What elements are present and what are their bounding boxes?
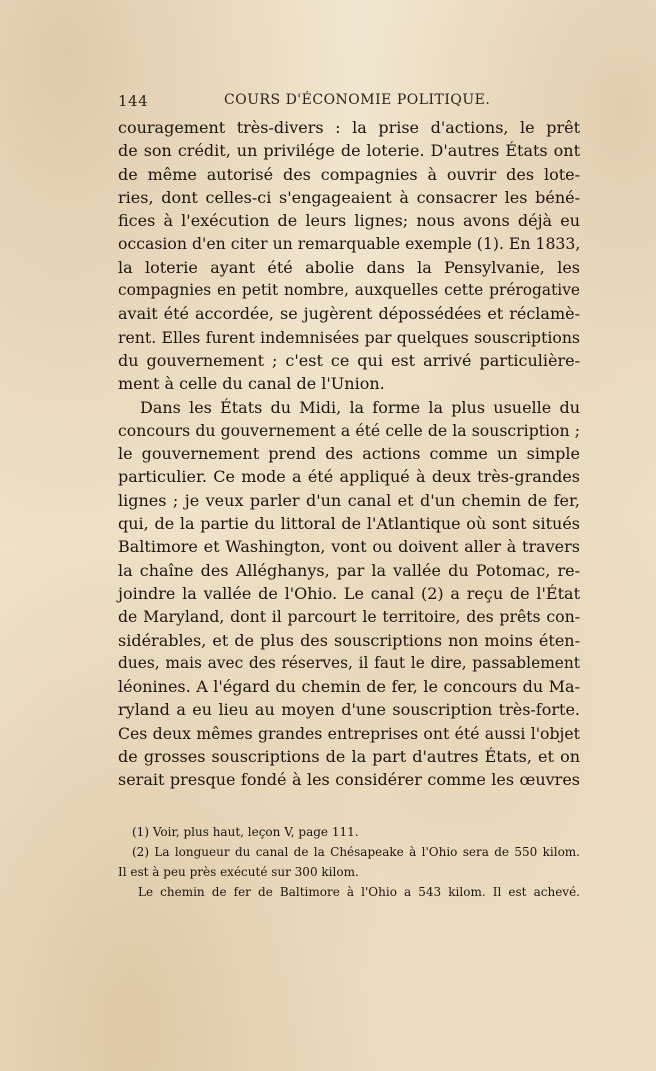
- footnote-continuation: Il est à peu près exécuté sur 300 kilom.: [118, 865, 359, 879]
- text-line: du gouvernement ; c'est ce qui est arrivé particulière-: [118, 350, 580, 370]
- text-line: la loterie ayant été abolie dans la Pensylvanie, les: [118, 257, 580, 277]
- text-line: lignes ; je veux parler d'un canal et d'un chemin de fer,: [118, 490, 580, 510]
- paragraph: [118, 396, 580, 792]
- text-line: de grosses souscriptions de la part d'autres États, et on: [118, 747, 580, 767]
- text-line: ment à celle du canal de l'Union.: [118, 374, 385, 394]
- text-line: de son crédit, un privilége de loterie. D'autres États ont: [118, 141, 580, 161]
- text-line: ries, dont celles-ci s'engageaient à consacrer les béné-: [118, 187, 580, 207]
- text-line: joindre la vallée de l'Ohio. Le canal (2) a reçu de l'État: [118, 583, 580, 603]
- text-line: léonines. A l'égard du chemin de fer, le concours du Ma-: [118, 677, 580, 697]
- text-line: rent. Elles furent indemnisées par quelques souscriptions: [118, 327, 580, 347]
- text-line: la chaîne des Alléghanys, par la vallée du Potomac, re-: [118, 560, 580, 580]
- text-line: compagnies en petit nombre, auxquelles cette prérogative: [118, 281, 580, 300]
- footnote: (1) Voir, plus haut, leçon V, page 111.: [132, 825, 359, 839]
- text-line: couragement très-divers : la prise d'actions, le prêt: [118, 118, 580, 137]
- text-line: de même autorisé des compagnies à ouvrir des lote-: [118, 164, 580, 184]
- text-line: Dans les États du Midi, la forme la plus usuelle du: [140, 397, 580, 417]
- text-line: le gouvernement prend des actions comme un simple: [118, 444, 580, 464]
- page-header: [118, 92, 580, 114]
- text-line: occasion d'en citer un remarquable exemple (1). En 1833,: [118, 234, 581, 254]
- text-line: avait été accordée, se jugèrent dépossédées et réclamè-: [118, 304, 580, 324]
- paragraph: [118, 116, 580, 396]
- footnote: Le chemin de fer de Baltimore à l'Ohio a 543 kilom. Il est achevé.: [138, 885, 580, 899]
- text-line: serait presque fondé à les considérer comme les œuvres: [118, 770, 580, 790]
- text-line: fices à l'exécution de leurs lignes; nous avons déjà eu: [118, 211, 580, 231]
- body-text: [118, 116, 580, 792]
- running-title: COURS D'ÉCONOMIE POLITIQUE.: [224, 92, 491, 108]
- text-line: qui, de la partie du littoral de l'Atlantique où sont situés: [118, 514, 580, 534]
- footnote: (2) La longueur du canal de la Chésapeake à l'Ohio sera de 550 kilom.: [132, 845, 580, 859]
- text-line: particulier. Ce mode a été appliqué à deux très-grandes: [118, 467, 580, 487]
- text-line: Ces deux mêmes grandes entreprises ont été aussi l'objet: [118, 723, 580, 743]
- text-line: dues, mais avec des réserves, il faut le dire, passablement: [118, 653, 580, 672]
- footnotes: [118, 822, 580, 902]
- text-line: Baltimore et Washington, vont ou doivent aller à travers: [118, 537, 580, 557]
- text-line: de Maryland, dont il parcourt le territoire, des prêts con-: [118, 607, 580, 627]
- text-line: concours du gouvernement a été celle de la souscription ;: [118, 420, 580, 440]
- text-line: ryland a eu lieu au moyen d'une souscription très-forte.: [118, 700, 580, 720]
- text-line: sidérables, et de plus des souscriptions non moins éten-: [118, 630, 580, 650]
- page-number: 144: [118, 92, 149, 110]
